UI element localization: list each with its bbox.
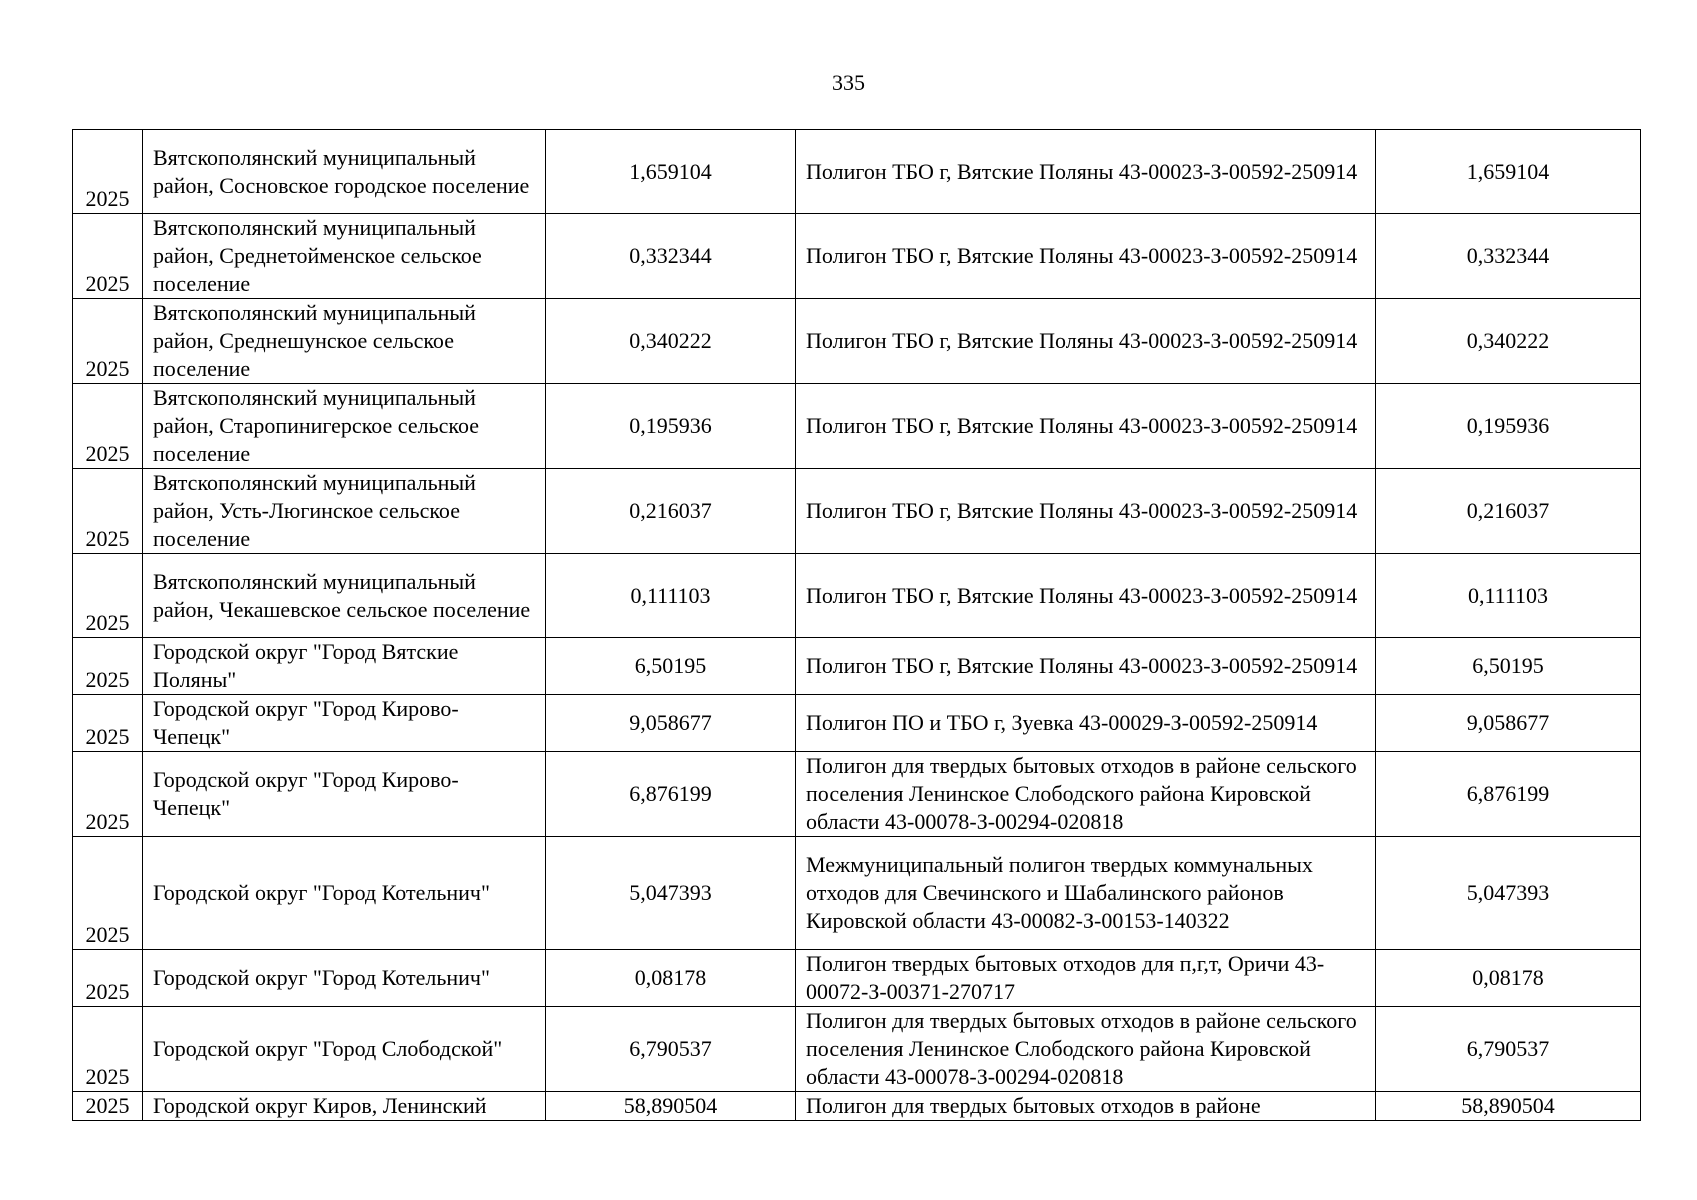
disposal-site-cell: Полигон ТБО г, Вятские Поляны 43-00023-З-00592-250914 [796,384,1376,469]
allocated-volume-cell: 6,876199 [1376,752,1641,837]
year-cell: 2025 [73,384,143,469]
disposal-site-cell: Полигон ТБО г, Вятские Поляны 43-00023-З-00592-250914 [796,299,1376,384]
municipality-cell: Городской округ "Город Вятские Поляны" [143,638,546,695]
table-row [73,299,1641,384]
disposal-site-cell: Полигон для твердых бытовых отходов в районе сельского поселения Ленинское Слободского района Кировской области 43-00078-З-00294-020818 [796,1007,1376,1092]
table-row [73,695,1641,752]
volume-cell: 0,216037 [546,469,796,554]
disposal-site-cell: Полигон для твердых бытовых отходов в районе [796,1092,1376,1121]
allocated-volume-cell: 5,047393 [1376,837,1641,950]
disposal-site-cell: Полигон твердых бытовых отходов для п,г,т, Оричи 43-00072-З-00371-270717 [796,950,1376,1007]
table-row [73,130,1641,214]
year-cell: 2025 [73,1007,143,1092]
waste-volume-table [72,129,1641,1121]
table-row [73,837,1641,950]
municipality-cell: Городской округ "Город Кирово-Чепецк" [143,695,546,752]
allocated-volume-cell: 6,790537 [1376,1007,1641,1092]
volume-cell: 0,111103 [546,554,796,638]
disposal-site-cell: Межмуниципальный полигон твердых коммунальных отходов для Свечинского и Шабалинского районов Кировской области 43-00082-З-00153-140322 [796,837,1376,950]
volume-cell: 6,790537 [546,1007,796,1092]
municipality-cell: Вятскополянский муниципальный район, Чекашевское сельское поселение [143,554,546,638]
municipality-cell: Вятскополянский муниципальный район, Старопинигерское сельское поселение [143,384,546,469]
allocated-volume-cell: 6,50195 [1376,638,1641,695]
disposal-site-cell: Полигон ПО и ТБО г, Зуевка 43-00029-З-00592-250914 [796,695,1376,752]
allocated-volume-cell: 0,332344 [1376,214,1641,299]
disposal-site-cell: Полигон ТБО г, Вятские Поляны 43-00023-З-00592-250914 [796,638,1376,695]
year-cell: 2025 [73,950,143,1007]
year-cell: 2025 [73,469,143,554]
municipality-cell: Вятскополянский муниципальный район, Сосновское городское поселение [143,130,546,214]
year-cell: 2025 [73,299,143,384]
year-cell: 2025 [73,752,143,837]
volume-cell: 0,08178 [546,950,796,1007]
disposal-site-cell: Полигон для твердых бытовых отходов в районе сельского поселения Ленинское Слободского района Кировской области 43-00078-З-00294-020818 [796,752,1376,837]
table-row [73,1007,1641,1092]
municipality-cell: Вятскополянский муниципальный район, Среднешунское сельское поселение [143,299,546,384]
table-row [73,1092,1641,1121]
municipality-cell: Городской округ "Город Котельнич" [143,950,546,1007]
allocated-volume-cell: 0,216037 [1376,469,1641,554]
disposal-site-cell: Полигон ТБО г, Вятские Поляны 43-00023-З-00592-250914 [796,214,1376,299]
disposal-site-cell: Полигон ТБО г, Вятские Поляны 43-00023-З-00592-250914 [796,469,1376,554]
volume-cell: 0,332344 [546,214,796,299]
page-number: 335 [832,70,865,95]
volume-cell: 0,340222 [546,299,796,384]
disposal-site-cell: Полигон ТБО г, Вятские Поляны 43-00023-З-00592-250914 [796,130,1376,214]
allocated-volume-cell: 0,340222 [1376,299,1641,384]
allocated-volume-cell: 0,195936 [1376,384,1641,469]
disposal-site-cell: Полигон ТБО г, Вятские Поляны 43-00023-З-00592-250914 [796,554,1376,638]
table-row [73,214,1641,299]
allocated-volume-cell: 58,890504 [1376,1092,1641,1121]
municipality-cell: Вятскополянский муниципальный район, Среднетойменское сельское поселение [143,214,546,299]
year-cell: 2025 [73,214,143,299]
municipality-cell: Городской округ "Город Слободской" [143,1007,546,1092]
allocated-volume-cell: 0,08178 [1376,950,1641,1007]
table-row [73,384,1641,469]
volume-cell: 9,058677 [546,695,796,752]
year-cell: 2025 [73,695,143,752]
municipality-cell: Городской округ Киров, Ленинский [143,1092,546,1121]
municipality-cell: Городской округ "Город Кирово-Чепецк" [143,752,546,837]
allocated-volume-cell: 1,659104 [1376,130,1641,214]
volume-cell: 5,047393 [546,837,796,950]
volume-cell: 0,195936 [546,384,796,469]
table-row [73,950,1641,1007]
table-row [73,554,1641,638]
volume-cell: 6,876199 [546,752,796,837]
year-cell: 2025 [73,554,143,638]
volume-cell: 1,659104 [546,130,796,214]
year-cell: 2025 [73,638,143,695]
municipality-cell: Городской округ "Город Котельнич" [143,837,546,950]
allocated-volume-cell: 0,111103 [1376,554,1641,638]
year-cell: 2025 [73,837,143,950]
municipality-cell: Вятскополянский муниципальный район, Усть-Люгинское сельское поселение [143,469,546,554]
year-cell: 2025 [73,1092,143,1121]
volume-cell: 58,890504 [546,1092,796,1121]
table-row [73,469,1641,554]
table-row [73,752,1641,837]
allocated-volume-cell: 9,058677 [1376,695,1641,752]
volume-cell: 6,50195 [546,638,796,695]
table-row [73,638,1641,695]
year-cell: 2025 [73,130,143,214]
